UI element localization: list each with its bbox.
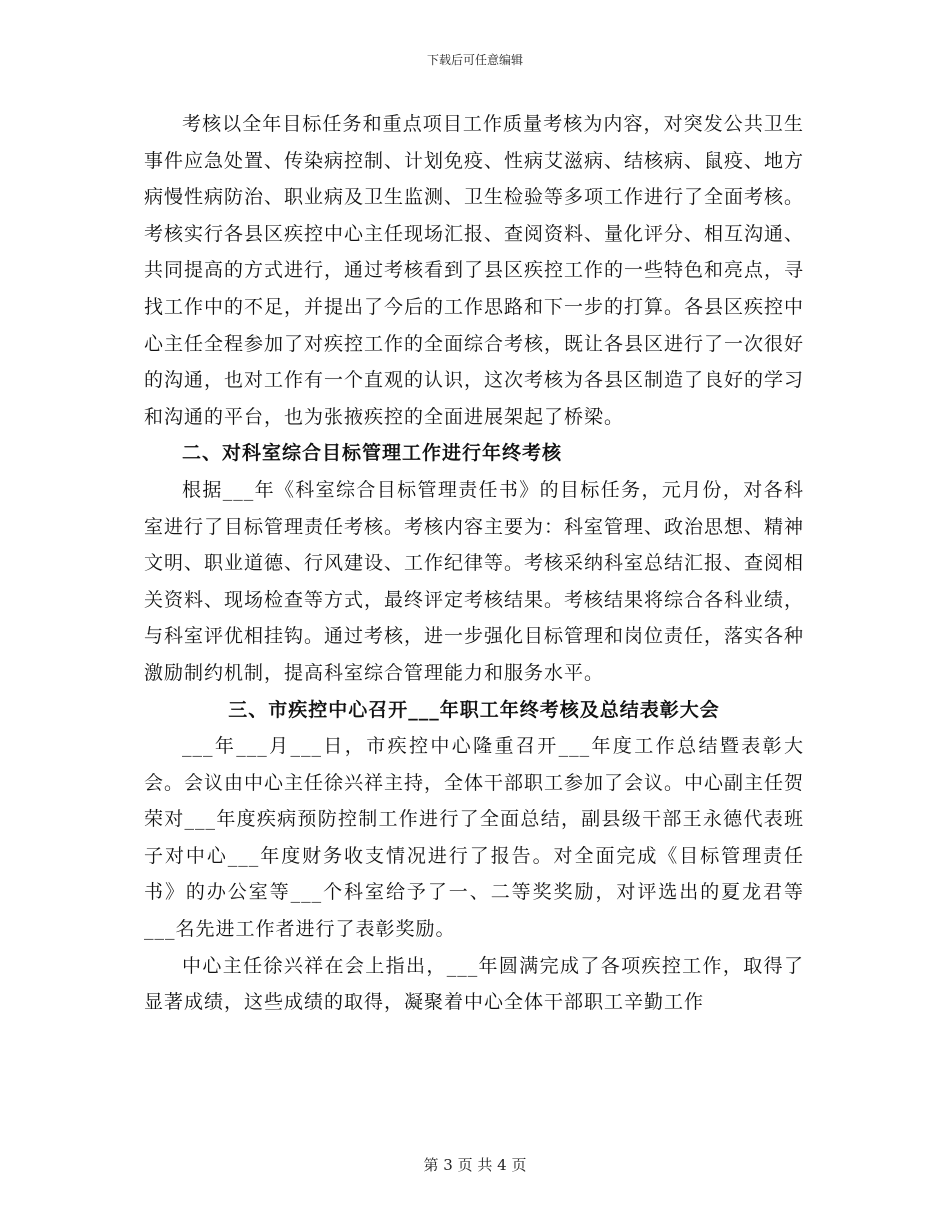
section-heading-2: 二、对科室综合目标管理工作进行年终考核 — [182, 442, 563, 465]
body-paragraph-dept-assessment: 根据___年《科室综合目标管理责任书》的目标任务，元月份，对各科室进行了目标管理责任考核。考核内容主要为：科室管理、政治思想、精神文明、职业道德、行风建设、工作纪律等。考核采纳科室总结汇报、查阅相关资料、现场检查等方式，最终评定考核结果。考核结果将综合各科业绩，与科室评优相挂钩。通过考核，进一步强化目标管理和岗位责任，落实各种激励制约机制，提高科室综合管理能力和服务水平。 — [144, 478, 805, 684]
page-header: 下载后可任意编辑 — [426, 53, 523, 67]
body-paragraph-assessment: 考核以全年目标任务和重点项目工作质量考核为内容，对突发公共卫生事件应急处置、传染病控制、计划免疫、性病艾滋病、结核病、鼠疫、地方病慢性病防治、职业病及卫生监测、卫生检验等多项工作进行了全面考核。考核实行各县区疾控中心主任现场汇报、查阅资料、量化评分、相互沟通、共同提高的方式进行，通过考核看到了县区疾控工作的一些特色和亮点，寻找工作中的不足，并提出了今后的工作思路和下一步的打算。各县区疾控中心主任全程参加了对疾控工作的全面综合考核，既让各县区进行了一次很好的沟通，也对工作有一个直观的认识，这次考核为各县区制造了良好的学习和沟通的平台，也为张掖疾控的全面进展架起了桥梁。 — [144, 113, 805, 428]
body-paragraph-director-remarks: 中心主任徐兴祥在会上指出，___年圆满完成了各项疾控工作，取得了显著成绩，这些成绩的取得，凝聚着中心全体干部职工辛勤工作 — [144, 954, 804, 1014]
body-paragraph-conference: ___年___月___日，市疾控中心隆重召开___年度工作总结暨表彰大会。会议由中心主任徐兴祥主持，全体干部职工参加了会议。中心副主任贺荣对___年度疾病预防控制工作进行了全面总结，副县级干部王永德代表班子对中心___年度财务收支情况进行了报告。对全面完成《目标管理责任书》的办公室等___个科室给予了一、二等奖奖励，对评选出的夏龙君等___名先进工作者进行了表彰奖励。 — [144, 735, 805, 941]
page-number: 第 3 页 共 4 页 — [423, 1156, 527, 1174]
document-body — [144, 106, 804, 1021]
section-heading-3: 三、市疾控中心召开___年职工年终考核及总结表彰大会 — [228, 698, 720, 721]
